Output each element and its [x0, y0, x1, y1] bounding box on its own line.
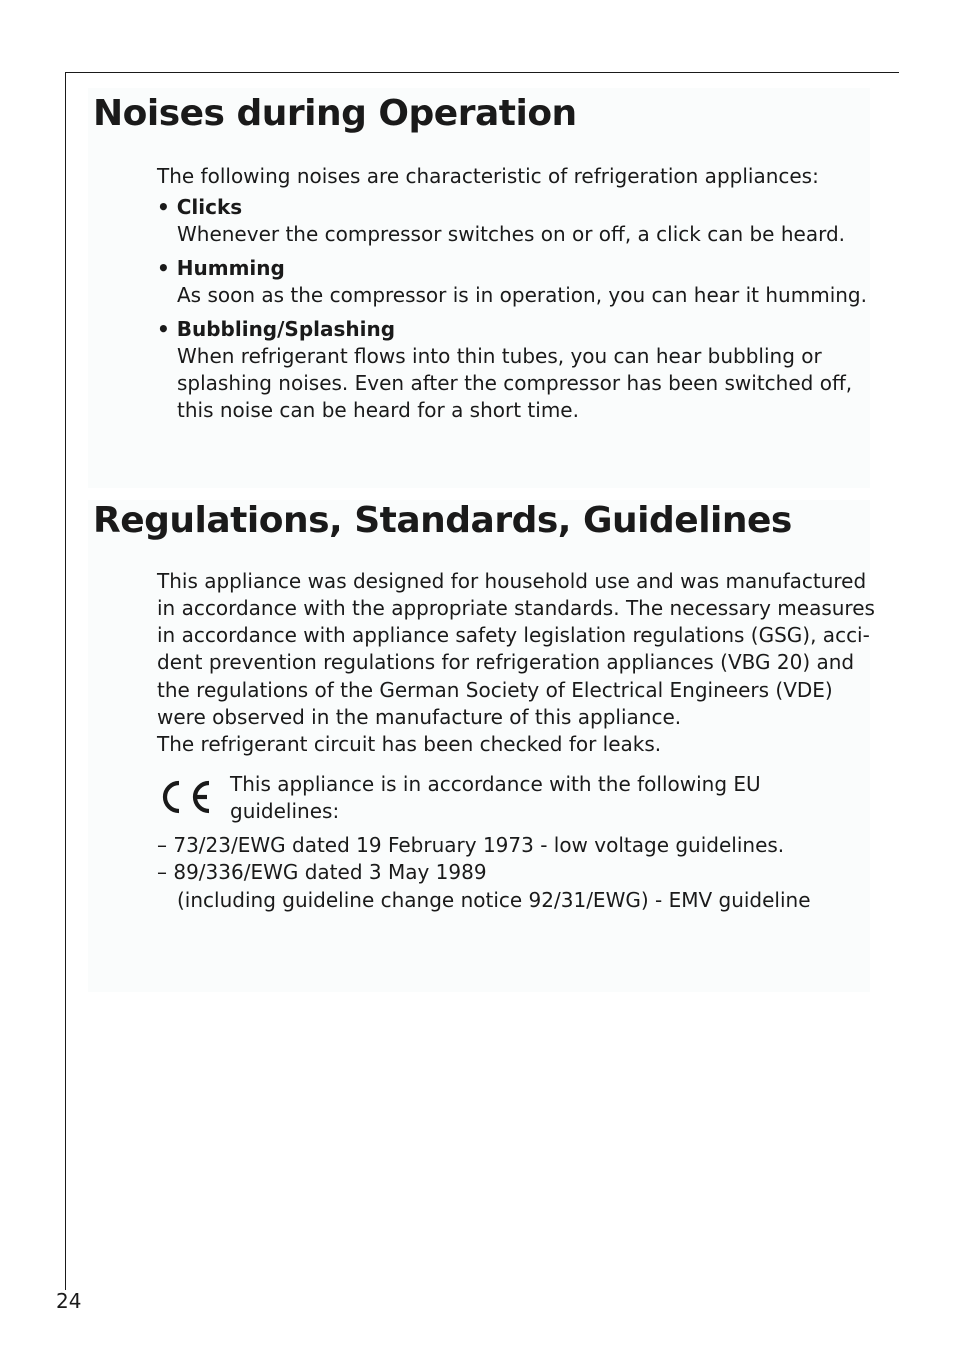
- regulations-heading: Regulations, Standards, Guidelines: [93, 500, 792, 541]
- regulations-paragraph-line: in accordance with appliance safety legislation regulations (GSG), acci-: [157, 623, 870, 647]
- bullet-clicks-title: • Clicks: [157, 195, 243, 219]
- bullet-bubbling-text-line: splashing noises. Even after the compressor has been switched off,: [177, 371, 853, 395]
- frame-left-rule: [65, 72, 66, 1290]
- page-number: 24: [56, 1289, 82, 1313]
- guideline-item: – 73/23/EWG dated 19 February 1973 - low voltage guidelines.: [157, 833, 785, 857]
- ce-statement-line: This appliance is in accordance with the following EU: [230, 772, 761, 796]
- bullet-humming-title: • Humming: [157, 256, 285, 280]
- bullet-clicks-text: Whenever the compressor switches on or off, a click can be heard.: [177, 222, 845, 246]
- bullet-humming-text: As soon as the compressor is in operation, you can hear it humming.: [177, 283, 867, 307]
- bullet-bubbling-text-line: When refrigerant flows into thin tubes, you can hear bubbling or: [177, 344, 822, 368]
- bullet-bubbling-text-line: this noise can be heard for a short time.: [177, 398, 579, 422]
- regulations-paragraph-line: The refrigerant circuit has been checked for leaks.: [157, 732, 662, 756]
- regulations-paragraph-line: in accordance with the appropriate standards. The necessary measures: [157, 596, 875, 620]
- guideline-item: – 89/336/EWG dated 3 May 1989: [157, 860, 487, 884]
- frame-top-rule: [65, 72, 899, 73]
- ce-statement-line: guidelines:: [230, 799, 340, 823]
- guideline-item-continuation: (including guideline change notice 92/31/EWG) - EMV guideline: [177, 888, 811, 912]
- noises-heading: Noises during Operation: [93, 93, 577, 134]
- noises-intro: The following noises are characteristic of refrigeration appliances:: [157, 164, 819, 188]
- regulations-paragraph-line: were observed in the manufacture of this appliance.: [157, 705, 682, 729]
- bullet-bubbling-title: • Bubbling/Splashing: [157, 317, 396, 341]
- regulations-paragraph-line: dent prevention regulations for refrigeration appliances (VBG 20) and: [157, 650, 855, 674]
- ce-mark-icon: [157, 777, 213, 817]
- regulations-paragraph-line: the regulations of the German Society of Electrical Engineers (VDE): [157, 678, 833, 702]
- regulations-paragraph-line: This appliance was designed for household use and was manufactured: [157, 569, 867, 593]
